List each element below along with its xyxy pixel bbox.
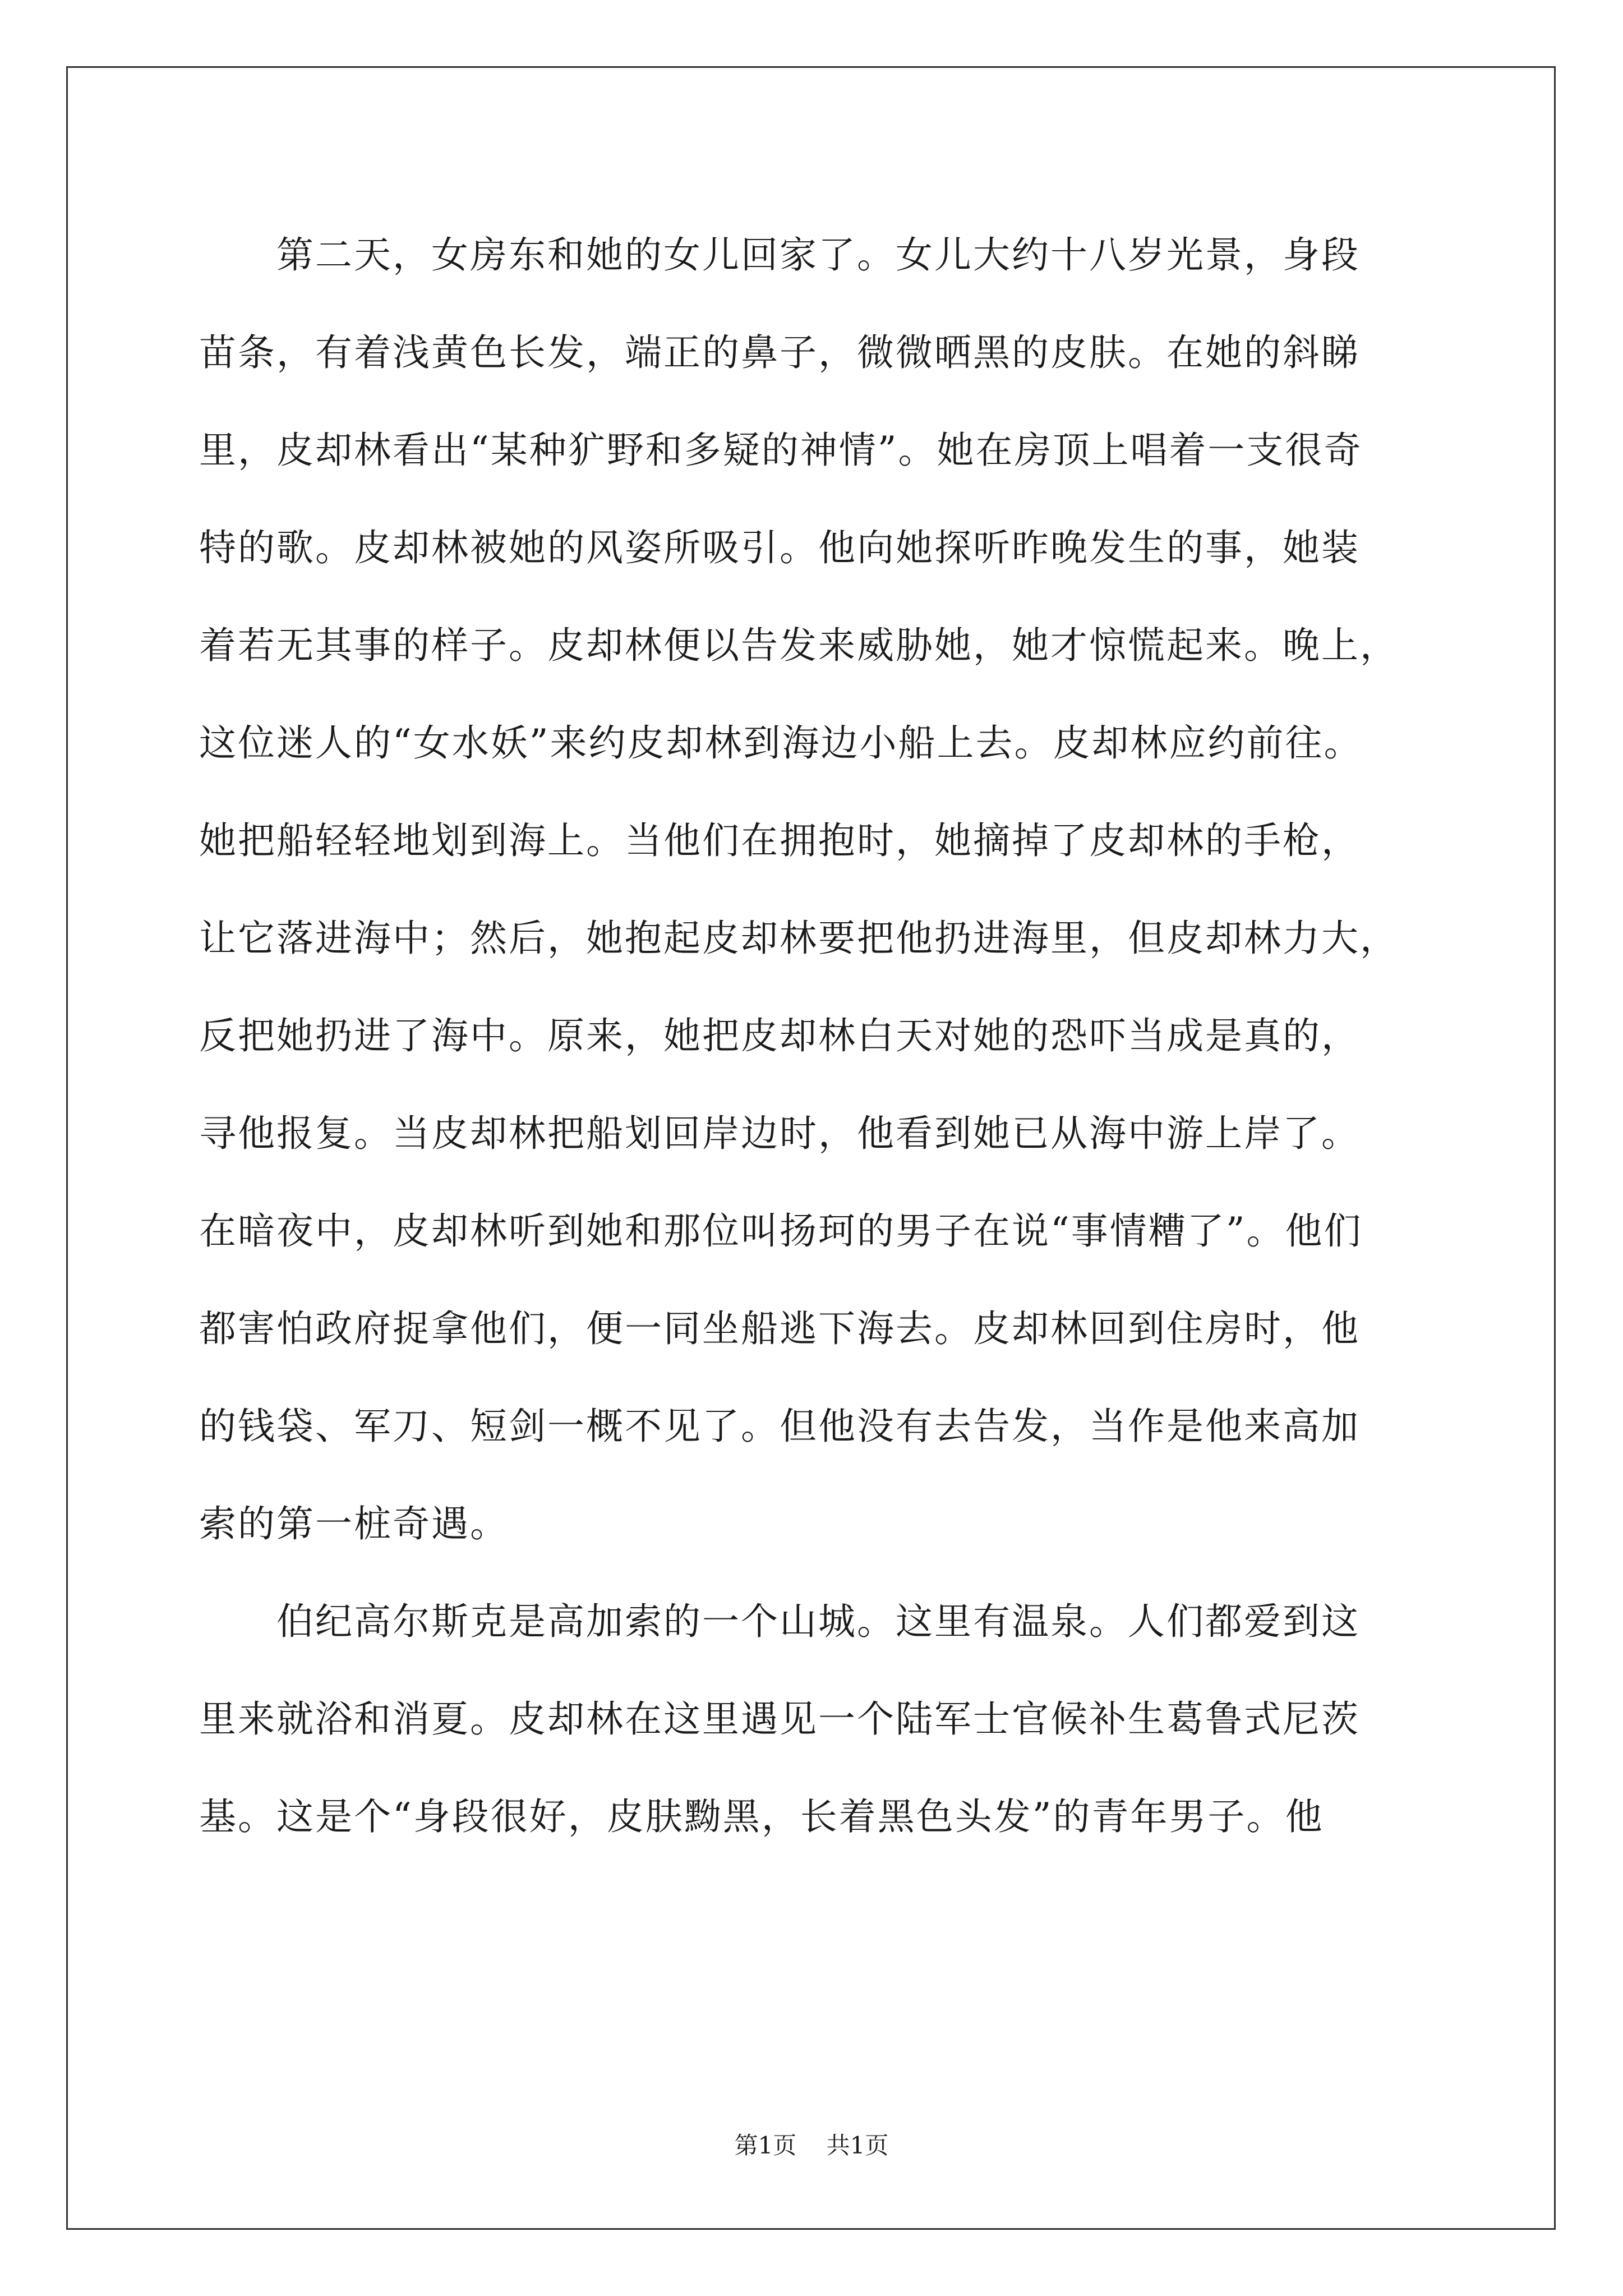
text-line: 在暗夜中，皮却林听到她和那位叫扬珂的男子在说“事情糟了”。他们 [199,1209,1363,1253]
text-line: 苗条，有着浅黄色长发，端正的鼻子，微微晒黑的皮肤。在她的斜睇 [199,331,1360,374]
text-line: 寻他报复。当皮却林把船划回岸边时，他看到她已从海中游上岸了。 [199,1112,1360,1155]
text-line: 特的歌。皮却林被她的风姿所吸引。他向她探听昨晚发生的事，她装 [199,526,1360,569]
text-line: 伯纪高尔斯克是高加索的一个山城。这里有温泉。人们都爱到这 [199,1600,1360,1643]
text-line: 基。这是个“身段很好，皮肤黝黑，长着黑色头发”的青年男子。他 [199,1795,1324,1838]
text-line: 反把她扔进了海中。原来，她把皮却林白天对她的恐吓当成是真的， [199,1014,1360,1057]
text-line: 的钱袋、军刀、短剑一概不见了。但他没有去告发，当作是他来高加 [199,1405,1360,1448]
text-line: 让它落进海中；然后，她抱起皮却林要把他扔进海里，但皮却林力大， [199,917,1399,960]
page-footer [0,2129,1623,2162]
body-text [199,206,1427,1866]
text-line: 着若无其事的样子。皮却林便以告发来威胁她，她才惊慌起来。晚上， [199,624,1399,667]
text-line: 都害怕政府捉拿他们，便一同坐船逃下海去。皮却林回到住房时，他 [199,1307,1360,1350]
text-line: 第二天，女房东和她的女儿回家了。女儿大约十八岁光景，身段 [199,233,1360,277]
page-number: 第1页 [734,2132,797,2159]
text-line: 这位迷人的“女水妖”来约皮却林到海边小船上去。皮却林应约前往。 [199,721,1363,765]
text-line: 里，皮却林看出“某种犷野和多疑的神情”。她在房顶上唱着一支很奇 [199,429,1363,472]
text-line: 她把船轻轻地划到海上。当他们在拥抱时，她摘掉了皮却林的手枪， [199,819,1360,862]
text-line: 里来就浴和消夏。皮却林在这里遇见一个陆军士官候补生葛鲁式尼茨 [199,1697,1360,1741]
page-total: 共1页 [826,2132,889,2159]
text-line: 索的第一桩奇遇。 [199,1502,509,1545]
